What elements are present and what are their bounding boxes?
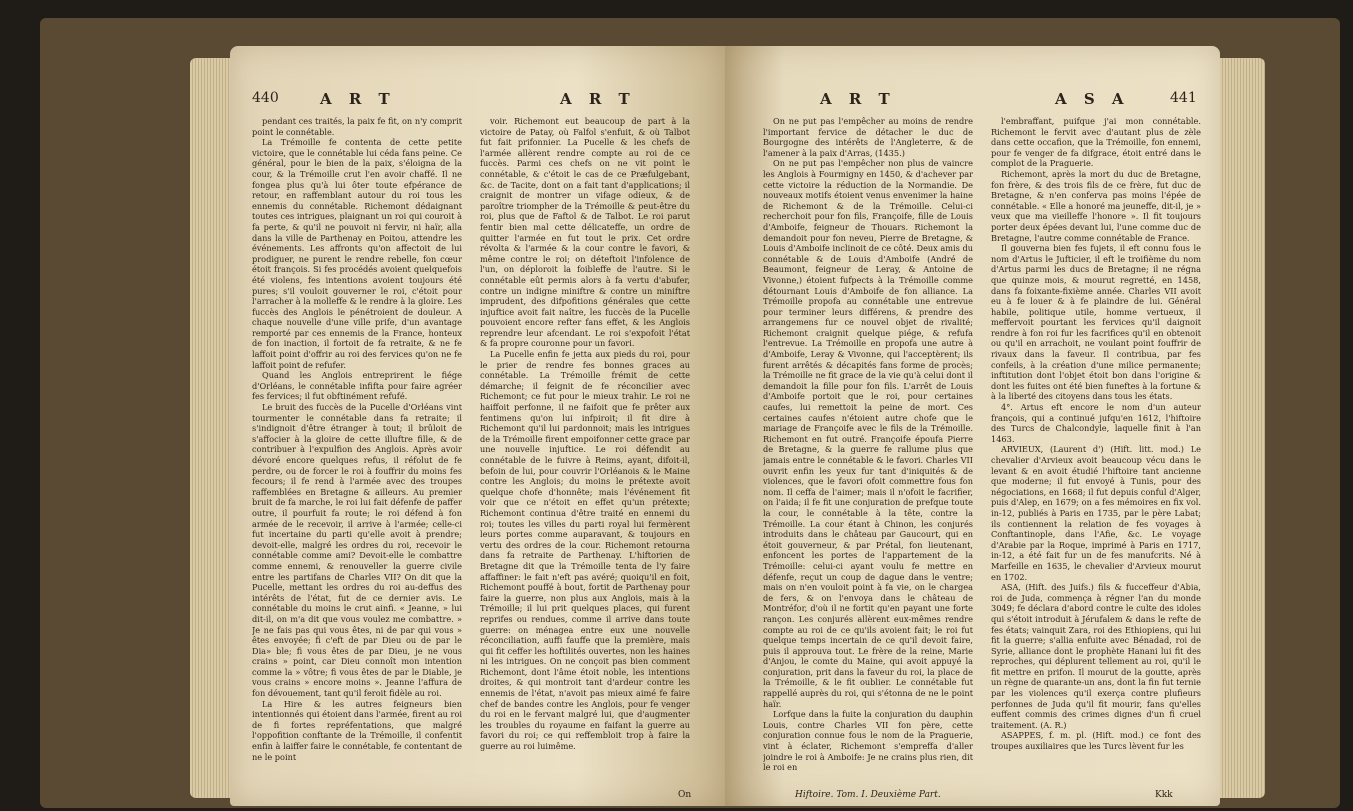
paragraph: Quand les Anglois entreprirent le fiége d'Orléans, le connétable infifta pour faire agréer fes fervices; il fut obftinément refufé.	[252, 370, 462, 402]
left-running-head-1: A R T	[320, 90, 396, 108]
right-page	[725, 46, 1220, 806]
paragraph: Il gouverna bien fes fujets, il eft connu fous le nom d'Artus le Jufticier, il eft le troifième du nom d'Artus parmi les ducs de Bretagne; il ne régna que quinze mois, & mourut regretté, en 1458, dans fa foixante-fixième année. Charles VII avoit eu à fe louer & à fe plaindre de lui. Général habile, politique utile, homme vertueux, il meffervoit pourtant les fervices qu'il daignoit rendre à fon roi fur les facrifices qu'il en obtenoit ou qu'il en arrachoit, ne voulant point fouffrir de rivaux dans la faveur. Il contribua, par fes confeils, à la création d'une milice permanente; inftitution dont l'objet étoit bon dans l'origine & dont les fuites ont été bien funeftes à la fortune & à la liberté des citoyens dans tous les états.	[991, 243, 1201, 402]
paragraph: 4°. Artus eft encore le nom d'un auteur françois, qui a continué jufqu'en 1612, l'hiftoire des Turcs de Chalcondyle, laquelle finit à l'an 1463.	[991, 402, 1201, 444]
left-running-head-2: A R T	[560, 90, 636, 108]
signature-mark: Kkk	[1155, 790, 1173, 800]
paragraph: La Trémoille fe contenta de cette petite victoire, que le connétable lui céda fans peine. Ce général, pour le bien de la paix, s'éloigna de la cour, & la Trémoille crut l'en avoir chaffé. Il ne fongea plus qu'à lui ôter toute efpérance de retour, en raffemblant autour du roi tous les ennemis du connétable. Richemont dédaignant toutes ces intrigues, plaignant un roi qui couroit à fa perte, & qu'il ne pouvoit ni fervir, ni haïr, alla dans la ville de Parthenay en Poitou, attendre les événements. Les affronts qu'on affectoit de lui prodiguer, ne purent le rendre rebelle, fon cœur étoit françois. Si fes procédés avoient quelquefois été violens, fes intentions avoient toujours été pures; s'il vouloit gouverner le roi, c'étoit pour l'arracher à la molleffe & le rendre à la gloire. Les fuccès des Anglois le pénétroient de douleur. A chaque nouvelle d'une ville prife, d'un avantage remporté par ces ennemis de la France, honteux de fon inaction, il fortoit de fa retraite, & ne fe laffoit point d'offrir au roi des fervices qu'on ne fe laffoit point de refufer.	[252, 137, 462, 370]
left-column-1	[252, 116, 462, 786]
right-column-2	[991, 116, 1201, 786]
right-column-1	[763, 116, 973, 786]
left-page-edges	[190, 58, 230, 798]
paragraph: On ne put pas l'empêcher non plus de vaincre les Anglois à Fourmigny en 1450, & d'achever par cette victoire la réduction de la Normandie. De nouveaux motifs étoient venus envenimer la haine de Richemont & de la Trémoille. Celui-ci recherchoit pour fon fils, Françoife, fille de Louis d'Amboife, feigneur de Thouars. Richemont la demandoit pour fon neveu, Pierre de Bretagne, & Louis d'Amboife inclinoit de ce côté. Deux amis du connétable & de Louis d'Amboife (André de Beaumont, feigneur de Leray, & Antoine de Vivonne,) étoient fufpects à la Trémoille comme détournant Louis d'Amboife de fon alliance. La Trémoille propofa au connétable une entrevue pour terminer leurs différens, & prendre des arrangemens fur ce nouvel objet de rivalité; Richemont craignit quelque piége, & refufa l'entrevue. La Trémoille en propofa une autre à d'Amboife, Leray & Vivonne, qui l'acceptèrent; ils furent arrêtés & décapités fans forme de procès; la Trémoille ne fit grace de la vie qu'à celui dont il demandoit la fille pour fon fils. L'arrêt de Louis d'Amboife portoit que le roi, pour certaines caufes, lui remettoit la peine de mort. Ces certaines caufes n'étoient autre chofe que le mariage de Françoife avec le fils de la Trémoille. Richemont en fut outré. Françoife époufa Pierre de Bretagne, & la guerre fe rallume plus que jamais entre le connétable & le favori. Charles VII ouvrit enfin les yeux fur tant d'iniquités & de violences, que le favori ofoit commettre fous fon nom. Il ceffa de l'aimer; mais il n'ofoit le facrifier, on l'aida; il fe fit une conjuration de prefque toute la cour, le connétable à la tête, contre la Trémoille. La cour étant à Chinon, les conjurés introduits dans le château par Gaucourt, qui en étoit gouverneur, & par Prétal, fon lieutenant, enfoncent les portes de l'appartement de la Trémoille: celui-ci ayant voulu fe mettre en défenfe, reçut un coup de dague dans le ventre; mais on n'en vouloit point à fa vie, on le chargea de fers, & on l'envoya dans le château de Montréfor, d'où il ne fortit qu'en payant une forte rançon. Les conjurés allèrent eux-mêmes rendre compte au roi de ce qu'ils avoient fait; le roi fut quelque temps incertain de ce qu'il devoit faire, puis il approuva tout. Le frère de la reine, Marie d'Anjou, le comte du Maine, qui avoit appuyé la conjuration, prit dans la faveur du roi, la place de la Trémoille, & le fit oublier. Le connétable fut rappellé auprès du roi, qui s'étonna de ne le point haïr.	[763, 158, 973, 709]
paragraph: l'embraffant, puifque j'ai mon connétable. Richemont le fervit avec d'autant plus de zèle dans cette occafion, que la Trémoille, fon ennemi, pour fe venger de fa difgrace, étoit entré dans le complot de la Praguerie.	[991, 116, 1201, 169]
paragraph: pendant ces traités, la paix fe fit, on n'y comprit point le connétable.	[252, 116, 462, 137]
left-column-2	[480, 116, 690, 786]
left-page-number: 440	[252, 90, 279, 106]
paragraph: On ne put pas l'empêcher au moins de rendre l'important fervice de détacher le duc de Bourgogne des intérêts de l'Angleterre, & de l'amener à la paix d'Arras, (1435.)	[763, 116, 973, 158]
catchword: On	[678, 790, 692, 800]
paragraph: ASA, (Hift. des Juifs.) fils & fucceffeur d'Abia, roi de Juda, commença à régner l'an du monde 3049; fe déclara d'abord contre le culte des idoles qui s'étoit introduit à Jérufalem & dans le refte de fes états; vainquit Zara, roi des Ethiopiens, qui lui fit la guerre; s'allia enfuite avec Bénadad, roi de Syrie, alliance dont le prophète Hanani lui fit des reproches, qui déplurent tellement au roi, qu'il le fit mettre en prifon. Il mourut de la goutte, après un règne de quarante-un ans, dont la fin fut ternie par les violences qu'il exerça contre plufieurs perfonnes de Juda qu'il fit mourir, fans qu'elles euffent commis des crimes dignes d'un fi cruel traitement. (A. R.)	[991, 582, 1201, 730]
paragraph: ARVIEUX, (Laurent d') (Hift. litt. mod.) Le chevalier d'Arvieux avoit beaucoup vécu dans le levant & en avoit étudié l'hiftoire tant ancienne que moderne; il fut envoyé à Tunis, pour des négociations, en 1668; il fut depuis conful d'Alger, puis d'Alep, en 1679; on a fes mémoires en fix vol. in-12, publiés à Paris en 1735, par le père Labat; ils contiennent la relation de fes voyages à Conftantinople, dans l'Afie, &c. Le voyage d'Arabie par la Roque, imprimé à Paris en 1717, in-12, a été fait fur un de fes manufcrits. Né à Marfeille en 1635, le chevalier d'Arvieux mourut en 1702.	[991, 444, 1201, 582]
paragraph: voir. Richemont eut beaucoup de part à la victoire de Patay, où Falfol s'enfuit, & où Talbot fut fait prifonnier. La Pucelle & les chefs de l'armée allèrent rendre compte au roi de ce fuccès. Parmi ces chefs on ne vit point le connétable, & c'étoit le cas de ce Præfulgebant, &c. de Tacite, dont on a fait tant d'applications; il craignit de montrer un vifage odieux, & de paroître triompher de la Trémoille & peut-être du roi, plus que de Faftol & de Talbot. Le roi parut fentir bien mal cette délicateffe, un ordre de quitter l'armée en fut tout le prix. Cet ordre révolta & l'armée & la cour contre le favori, & même contre le roi; on déteftoit l'infolence de l'un, on déploroit la foibleffe de l'autre. Si le connétable eût permis alors à fa vertu d'abufer, contre un indigne miniftre & contre un miniftre imprudent, des difpofitions générales que cette injuftice avoit fait naître, les fuccès de la Pucelle pouvoient encore refter fans effet, & les Anglois reprendre leur afcendant. Le roi s'expofoit l'état & fa propre couronne pour un favori.	[480, 116, 690, 349]
paragraph: Richemont, après la mort du duc de Bretagne, fon frère, & des trois fils de ce frère, fut duc de Bretagne, & n'en conferva pas moins l'épée de connétable. « Elle a honoré ma jeuneffe, dit-il, je » veux que ma vieilleffe l'honore ». Il fit toujours porter deux épées devant lui, l'une comme duc de Bretagne, l'autre comme connétable de France.	[991, 168, 1201, 243]
paragraph: ASAPPES, f. m. pl. (Hift. mod.) ce font des troupes auxiliaires que les Turcs lèvent fur les	[991, 730, 1201, 752]
right-running-head-1: A R T	[820, 90, 896, 108]
left-page	[230, 46, 725, 806]
right-page-edges	[1220, 58, 1265, 798]
footer-signature-line: Hiftoire. Tom. I. Deuxième Part.	[795, 790, 941, 800]
paragraph: La Pucelle enfin fe jetta aux pieds du roi, pour le prier de rendre fes bonnes graces au connétable. La Trémoille frémit de cette démarche; il feignit de fe réconcilier avec Richemont; ce fut pour le mieux trahir. Le roi ne haiffoit perfonne, il ne faifoit que fe prêter aux fentimens qu'on lui infpiroit; il fit dire à Richemont qu'il lui pardonnoit; mais les intrigues de la Trémoille firent empoifonner cette grace par une nouvelle injuftice. Le roi défendit au connétable de le fuivre à Reims, ayant, difoit-il, befoin de lui, pour couvrir l'Orléanois & le Maine contre les Anglois; du moins le prétexte avoit quelque chofe d'honnête; mais l'événement fit voir que ce n'étoit en effet qu'un prétexte; Richemont continua d'être traité en ennemi du roi; toutes les villes du parti royal lui fermèrent leurs portes comme auparavant, & toujours en vertu des ordres de la cour. Richemont retourna dans fa retraite de Parthenay. L'hiftorien de Bretagne dit que la Trémoille tenta de l'y faire affaffiner: le fait n'eft pas avéré; quoiqu'il en foit, Richemont pouffé à bout, fortit de Parthenay pour faire la guerre, non plus aux Anglois, mais à la Trémoille; il lui prit quelques places, qui furent reprifes ou rendues, comme il arrive dans toute guerre: on ménagea entre eux une nouvelle réconciliation, auffi fauffe que la première, mais qui fit ceffer les hoftilités ouvertes, non les haines ni les intrigues. On ne conçoit pas bien comment Richemont, dont l'âme étoit noble, les intentions droites, & qui montroit tant d'ardeur contre les ennemis de l'état, n'avoit pas mieux aimé fe faire chef de bandes contre les Anglois, pour fe venger du roi en le fervant malgré lui, que d'augmenter les troubles du royaume en faifant la guerre au favori du roi; ce qui reffembloit trop à faire la guerre au roi luimême.	[480, 349, 690, 752]
book	[40, 18, 1340, 808]
right-page-number: 441	[1170, 90, 1197, 106]
right-running-head-2: A S A	[1055, 90, 1130, 108]
paragraph: Le bruit des fuccès de la Pucelle d'Orléans vint tourmenter le connétable dans fa retraite; il s'indignoit d'être étranger à tout; il brûloit de s'affocier à la gloire de cette illuftre fille, & de contribuer à l'expulfion des Anglois. Après avoir dévoré encore quelques refus, il réfolut de fe perdre, ou de forcer le roi à fouffrir du moins fes fecours; il fe rend à l'armée avec des troupes raffemblées en Bretagne & ailleurs. Au premier bruit de fa marche, le roi lui fait défenfe de paffer outre, il pourfuit fa route; le roi défend à fon armée de le recevoir, il arrive à l'armée; celle-ci fut incertaine du parti qu'elle avoit à prendre; devoit-elle, malgré les ordres du roi, recevoir le connétable comme ami? Devoit-elle le combattre comme ennemi, & renouveller la guerre civile entre les partifans de Charles VII? On dit que la Pucelle, mettant les ordres du roi au-deffus des intérêts de l'état, fut de ce dernier avis. Le connétable du moins le crut ainfi. « Jeanne, » lui dit-il, on m'a dit que vous voulez me combattre. » Je ne fais pas qui vous êtes, ni de par qui vous » êtes envoyée; fi c'eft de par Dieu ou de par le Dia» ble; fi vous êtes de par Dieu, je ne vous crains » point, car Dieu connoît mon intention comme la » vôtre; fi vous êtes de par le Diable, je vous crains » encore moins ». Jeanne l'affura de fon dévouement, tant qu'il feroit fidèle au roi.	[252, 402, 462, 699]
paragraph: La Hire & les autres feigneurs bien intentionnés qui étoient dans l'armée, firent au roi de fi fortes repréfentations, que malgré l'oppofition conftante de la Trémoille, il confentit enfin à laiffer faire le connétable, fe contentant de ne le point	[252, 698, 462, 762]
paragraph: Lorfque dans la fuite la conjuration du dauphin Louis, contre Charles VII fon père, cette conjuration connue fous le nom de la Praguerie, vint à éclater, Richemont s'empreffa d'aller joindre le roi à Amboife: Je ne crains plus rien, dit le roi en	[763, 709, 973, 773]
